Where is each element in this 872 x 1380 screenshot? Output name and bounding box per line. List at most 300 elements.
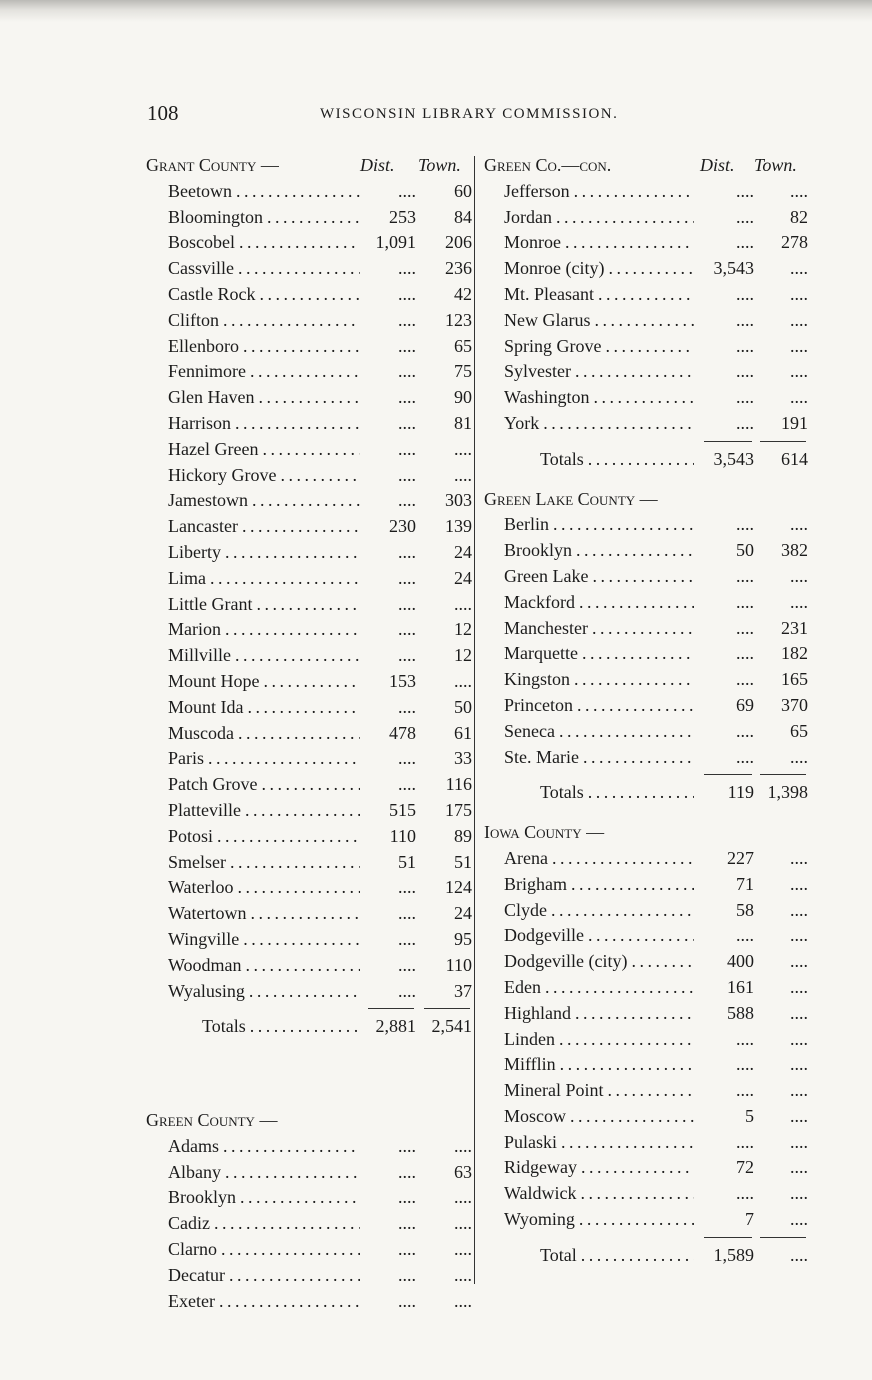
table-row — [484, 1027, 810, 1053]
town-value: 278 — [781, 232, 808, 253]
dist-value: .... — [736, 206, 754, 227]
town-value: 37 — [454, 980, 472, 1001]
table-row — [146, 1134, 476, 1160]
county-header — [484, 487, 810, 513]
town-value: .... — [790, 335, 808, 356]
table-row — [146, 1185, 476, 1211]
town-name: Smelser . . . — [168, 850, 360, 876]
dist-value: .... — [736, 669, 754, 690]
table-row — [484, 1001, 810, 1027]
town-value: .... — [790, 1054, 808, 1075]
town-name: Waldwick . . . — [504, 1181, 694, 1207]
town-name: Brooklyn . . . — [168, 1185, 360, 1211]
town-name: Watertown . . . — [168, 901, 360, 927]
town-name: Decatur . . . — [168, 1263, 360, 1289]
town-name: Seneca . . . — [504, 719, 694, 745]
dist-value: .... — [398, 696, 416, 717]
town-name: Washington . . . — [504, 385, 694, 411]
town-name: Lancaster . . . — [168, 514, 360, 540]
town-name: Dodgeville . . . — [504, 923, 694, 949]
county-name: Iowa County — — [484, 822, 605, 843]
town-name: Fennimore . . . — [168, 359, 360, 385]
table-row — [484, 641, 810, 667]
table-row — [484, 308, 810, 334]
total-rule-town — [760, 774, 806, 775]
town-name: Jamestown . . . — [168, 488, 360, 514]
table-row — [146, 824, 476, 850]
dist-value: .... — [398, 1135, 416, 1156]
table-row — [484, 1104, 810, 1130]
dist-value: .... — [736, 746, 754, 767]
dist-value: .... — [736, 180, 754, 201]
dist-value: .... — [736, 1131, 754, 1152]
town-name: Woodman . . . — [168, 953, 360, 979]
dist-value: .... — [736, 514, 754, 535]
totals-label: Totals . . . — [540, 447, 694, 473]
table-row — [146, 437, 476, 463]
totals-label: Totals . . . — [202, 1014, 360, 1040]
table-row — [484, 385, 810, 411]
town-name: Waterloo . . . — [168, 875, 360, 901]
town-name: Albany . . . — [168, 1160, 360, 1186]
dist-value: .... — [736, 1080, 754, 1101]
town-name: Potosi . . . — [168, 824, 360, 850]
dist-value: 72 — [736, 1157, 754, 1178]
town-name: Sylvester . . . — [504, 359, 694, 385]
section-spacer — [146, 1040, 476, 1108]
town-name: Wyalusing . . . — [168, 979, 360, 1005]
table-row — [484, 745, 810, 771]
town-value: .... — [454, 1213, 472, 1234]
dist-value: .... — [736, 591, 754, 612]
town-value: .... — [790, 976, 808, 997]
totals-dist: 119 — [727, 782, 754, 803]
town-name: Clarno . . . — [168, 1237, 360, 1263]
table-row — [484, 359, 810, 385]
town-value: 139 — [445, 516, 472, 537]
dist-value: .... — [398, 645, 416, 666]
table-row — [146, 927, 476, 953]
town-column-header: Town. — [418, 155, 461, 175]
dist-value: .... — [398, 438, 416, 459]
town-value: 51 — [454, 851, 472, 872]
dist-value: .... — [398, 490, 416, 511]
dist-value: .... — [736, 720, 754, 741]
dist-value: .... — [398, 774, 416, 795]
town-value: .... — [454, 1290, 472, 1311]
town-name: Lima . . . — [168, 566, 360, 592]
dist-value: .... — [736, 617, 754, 638]
total-rule-dist — [704, 441, 752, 442]
table-row — [484, 693, 810, 719]
totals-dist: 1,589 — [713, 1244, 754, 1265]
table-row — [484, 1052, 810, 1078]
table-row — [484, 846, 810, 872]
town-value: 123 — [445, 309, 472, 330]
section-spacer — [484, 806, 810, 820]
dist-value: .... — [398, 464, 416, 485]
table-row — [146, 592, 476, 618]
town-value: .... — [790, 1209, 808, 1230]
town-name: Spring Grove . . . — [504, 334, 694, 360]
table-row — [146, 359, 476, 385]
table-row — [146, 953, 476, 979]
table-row — [484, 1181, 810, 1207]
total-rule-dist — [704, 1237, 752, 1238]
left-column — [146, 153, 476, 1314]
town-value: 61 — [454, 722, 472, 743]
town-name: Kingston . . . — [504, 667, 694, 693]
dist-value: 5 — [745, 1105, 754, 1126]
town-value: .... — [790, 514, 808, 535]
total-rule-dist — [368, 1008, 414, 1009]
dist-value: .... — [398, 903, 416, 924]
town-value: .... — [790, 1183, 808, 1204]
town-name: Cassville . . . — [168, 256, 360, 282]
dist-value: .... — [398, 1187, 416, 1208]
table-row — [146, 772, 476, 798]
town-name: Moscow . . . — [504, 1104, 694, 1130]
table-row — [146, 617, 476, 643]
town-value: .... — [790, 309, 808, 330]
table-row — [484, 538, 810, 564]
dist-value: .... — [398, 928, 416, 949]
dist-value: 253 — [389, 206, 416, 227]
town-value: .... — [454, 593, 472, 614]
town-value: .... — [454, 1187, 472, 1208]
town-value: .... — [790, 361, 808, 382]
table-row — [484, 975, 810, 1001]
town-name: Jefferson . . . — [504, 179, 694, 205]
dist-value: .... — [398, 309, 416, 330]
dist-value: .... — [736, 643, 754, 664]
town-name: Mount Ida . . . — [168, 695, 360, 721]
town-name: Brigham . . . — [504, 872, 694, 898]
town-value: .... — [790, 258, 808, 279]
table-row — [146, 1160, 476, 1186]
dist-value: .... — [736, 565, 754, 586]
table-row — [146, 385, 476, 411]
dist-value: .... — [736, 412, 754, 433]
table-row — [484, 898, 810, 924]
town-value: .... — [790, 283, 808, 304]
town-value: .... — [790, 565, 808, 586]
dist-value: .... — [398, 1239, 416, 1260]
table-row — [484, 616, 810, 642]
town-value: .... — [790, 899, 808, 920]
totals-row — [146, 1014, 476, 1040]
town-value: 90 — [454, 387, 472, 408]
town-name: Beetown . . . — [168, 179, 360, 205]
table-row — [484, 1078, 810, 1104]
table-row — [146, 488, 476, 514]
table-row — [484, 205, 810, 231]
dist-value: .... — [736, 309, 754, 330]
town-value: .... — [790, 847, 808, 868]
town-value: .... — [790, 1002, 808, 1023]
dist-value: .... — [398, 361, 416, 382]
totals-label: Totals . . . — [540, 780, 694, 806]
town-value: 370 — [781, 694, 808, 715]
totals-town: .... — [790, 1244, 808, 1265]
town-column-header: Town. — [754, 155, 797, 175]
town-name: Little Grant . . . — [168, 592, 360, 618]
town-name: Marquette . . . — [504, 641, 694, 667]
table-row — [146, 850, 476, 876]
town-name: Green Lake . . . — [504, 564, 694, 590]
town-name: Dodgeville (city) . . . — [504, 949, 694, 975]
town-name: Clyde . . . — [504, 898, 694, 924]
town-value: 63 — [454, 1161, 472, 1182]
table-row — [484, 230, 810, 256]
dist-value: .... — [398, 593, 416, 614]
town-value: 81 — [454, 412, 472, 433]
town-value: 303 — [445, 490, 472, 511]
dist-value: 400 — [727, 951, 754, 972]
town-name: Eden . . . — [504, 975, 694, 1001]
town-value: 89 — [454, 825, 472, 846]
county-name: Green Lake County — — [484, 488, 658, 509]
totals-town: 1,398 — [767, 782, 808, 803]
town-name: New Glarus . . . — [504, 308, 694, 334]
town-name: Adams . . . — [168, 1134, 360, 1160]
table-row — [484, 872, 810, 898]
town-name: Exeter . . . — [168, 1289, 360, 1315]
town-value: 24 — [454, 903, 472, 924]
totals-town: 2,541 — [431, 1016, 472, 1037]
county-name: Green Co.—con. — [484, 155, 612, 175]
town-value: 382 — [781, 540, 808, 561]
town-name: Berlin . . . — [504, 512, 694, 538]
totals-row — [484, 780, 810, 806]
dist-value: .... — [736, 232, 754, 253]
town-value: 236 — [445, 258, 472, 279]
dist-value: .... — [398, 283, 416, 304]
town-name: Monroe (city) . . . — [504, 256, 694, 282]
dist-value: 161 — [727, 976, 754, 997]
dist-value: .... — [398, 619, 416, 640]
dist-value: .... — [398, 1264, 416, 1285]
table-row — [146, 695, 476, 721]
town-value: .... — [790, 746, 808, 767]
town-name: Millville . . . — [168, 643, 360, 669]
dist-value: .... — [398, 412, 416, 433]
table-row — [146, 746, 476, 772]
table-row — [484, 1155, 810, 1181]
table-row — [484, 719, 810, 745]
town-name: Mineral Point . . . — [504, 1078, 694, 1104]
town-name: Mt. Pleasant . . . — [504, 282, 694, 308]
town-value: 84 — [454, 206, 472, 227]
town-value: .... — [454, 1264, 472, 1285]
town-name: Cadiz . . . — [168, 1211, 360, 1237]
dist-value: 58 — [736, 899, 754, 920]
totals-label: Total . . . — [540, 1243, 694, 1269]
right-column — [484, 153, 810, 1269]
town-name: Liberty . . . — [168, 540, 360, 566]
table-row — [146, 256, 476, 282]
town-name: Brooklyn . . . — [504, 538, 694, 564]
table-row — [146, 308, 476, 334]
town-name: Highland . . . — [504, 1001, 694, 1027]
total-rule-town — [760, 1237, 806, 1238]
dist-value: .... — [736, 283, 754, 304]
town-name: Manchester . . . — [504, 616, 694, 642]
town-name: Muscoda . . . — [168, 721, 360, 747]
town-value: .... — [790, 951, 808, 972]
town-value: .... — [790, 1105, 808, 1126]
dist-value: .... — [736, 361, 754, 382]
town-name: Patch Grove . . . — [168, 772, 360, 798]
county-header — [484, 820, 810, 846]
dist-value: 69 — [736, 694, 754, 715]
county-header — [484, 153, 810, 179]
dist-value: 3,543 — [713, 258, 754, 279]
county-name: Green County — — [146, 1110, 278, 1131]
dist-value: .... — [398, 541, 416, 562]
dist-value: .... — [736, 1183, 754, 1204]
town-name: Harrison . . . — [168, 411, 360, 437]
town-value: .... — [790, 387, 808, 408]
table-row — [146, 463, 476, 489]
dist-value: 110 — [389, 825, 416, 846]
town-value: 60 — [454, 180, 472, 201]
dist-value: .... — [398, 335, 416, 356]
table-row — [484, 282, 810, 308]
town-value: 65 — [454, 335, 472, 356]
table-row — [484, 923, 810, 949]
town-name: Monroe . . . — [504, 230, 694, 256]
table-row — [146, 1211, 476, 1237]
table-row — [484, 590, 810, 616]
town-value: 165 — [781, 669, 808, 690]
town-value: .... — [790, 1080, 808, 1101]
total-rule-town — [760, 441, 806, 442]
dist-column-header: Dist. — [700, 155, 735, 175]
dist-value: 230 — [389, 516, 416, 537]
dist-value: .... — [398, 980, 416, 1001]
dist-value: .... — [398, 387, 416, 408]
town-name: Castle Rock . . . — [168, 282, 360, 308]
dist-value: .... — [736, 1028, 754, 1049]
town-name: Bloomington . . . — [168, 205, 360, 231]
table-row — [146, 721, 476, 747]
dist-value: 588 — [727, 1002, 754, 1023]
table-row — [484, 256, 810, 282]
page-scan-edge — [0, 0, 872, 22]
town-value: 33 — [454, 748, 472, 769]
dist-value: 1,091 — [375, 232, 416, 253]
dist-value: .... — [398, 748, 416, 769]
total-rule-dist — [704, 774, 752, 775]
dist-value: .... — [398, 954, 416, 975]
dist-value: 515 — [389, 799, 416, 820]
town-value: 12 — [454, 645, 472, 666]
town-value: .... — [790, 1028, 808, 1049]
town-name: Wyoming . . . — [504, 1207, 694, 1233]
town-name: Paris . . . — [168, 746, 360, 772]
table-row — [484, 667, 810, 693]
town-value: 42 — [454, 283, 472, 304]
table-row — [146, 179, 476, 205]
town-name: Mifflin . . . — [504, 1052, 694, 1078]
dist-value: .... — [398, 1290, 416, 1311]
dist-value: .... — [398, 567, 416, 588]
town-name: Wingville . . . — [168, 927, 360, 953]
town-name: Glen Haven . . . — [168, 385, 360, 411]
dist-value: .... — [398, 258, 416, 279]
town-value: 175 — [445, 799, 472, 820]
county-header — [146, 1108, 476, 1134]
town-value: 191 — [781, 412, 808, 433]
town-value: 124 — [445, 877, 472, 898]
town-value: 206 — [445, 232, 472, 253]
table-row — [146, 1237, 476, 1263]
town-name: Platteville . . . — [168, 798, 360, 824]
table-row — [484, 949, 810, 975]
table-row — [146, 901, 476, 927]
town-name: Marion . . . — [168, 617, 360, 643]
town-value: 65 — [790, 720, 808, 741]
dist-value: .... — [398, 877, 416, 898]
town-name: Ste. Marie . . . — [504, 745, 694, 771]
total-rule — [484, 1233, 810, 1243]
town-name: Linden . . . — [504, 1027, 694, 1053]
dist-value: .... — [736, 1054, 754, 1075]
totals-row — [484, 447, 810, 473]
table-row — [484, 1207, 810, 1233]
table-row — [484, 512, 810, 538]
dist-value: .... — [736, 335, 754, 356]
dist-value: 50 — [736, 540, 754, 561]
table-row — [146, 411, 476, 437]
table-row — [146, 514, 476, 540]
town-value: 75 — [454, 361, 472, 382]
totals-dist: 3,543 — [713, 448, 754, 469]
town-name: Arena . . . — [504, 846, 694, 872]
table-row — [484, 411, 810, 437]
total-rule — [146, 1004, 476, 1014]
table-row — [146, 230, 476, 256]
town-value: .... — [454, 464, 472, 485]
running-head: WISCONSIN LIBRARY COMMISSION. — [320, 106, 619, 122]
table-row — [146, 1289, 476, 1315]
town-value: .... — [790, 873, 808, 894]
table-row — [146, 205, 476, 231]
dist-value: .... — [398, 180, 416, 201]
table-row — [484, 564, 810, 590]
town-name: Clifton . . . — [168, 308, 360, 334]
town-value: .... — [454, 438, 472, 459]
totals-row — [484, 1243, 810, 1269]
section-spacer — [484, 473, 810, 487]
town-value: .... — [790, 180, 808, 201]
dist-value: 478 — [389, 722, 416, 743]
table-row — [146, 1263, 476, 1289]
town-value: 24 — [454, 567, 472, 588]
town-name: Princeton . . . — [504, 693, 694, 719]
town-name: Ridgeway . . . — [504, 1155, 694, 1181]
dist-value: 227 — [727, 847, 754, 868]
page-number: 108 — [147, 101, 179, 125]
town-name: Hazel Green . . . — [168, 437, 360, 463]
town-name: Jordan . . . — [504, 205, 694, 231]
town-value: .... — [790, 1131, 808, 1152]
total-rule-town — [424, 1008, 470, 1009]
dist-value: .... — [398, 1213, 416, 1234]
table-row — [146, 540, 476, 566]
table-row — [146, 643, 476, 669]
